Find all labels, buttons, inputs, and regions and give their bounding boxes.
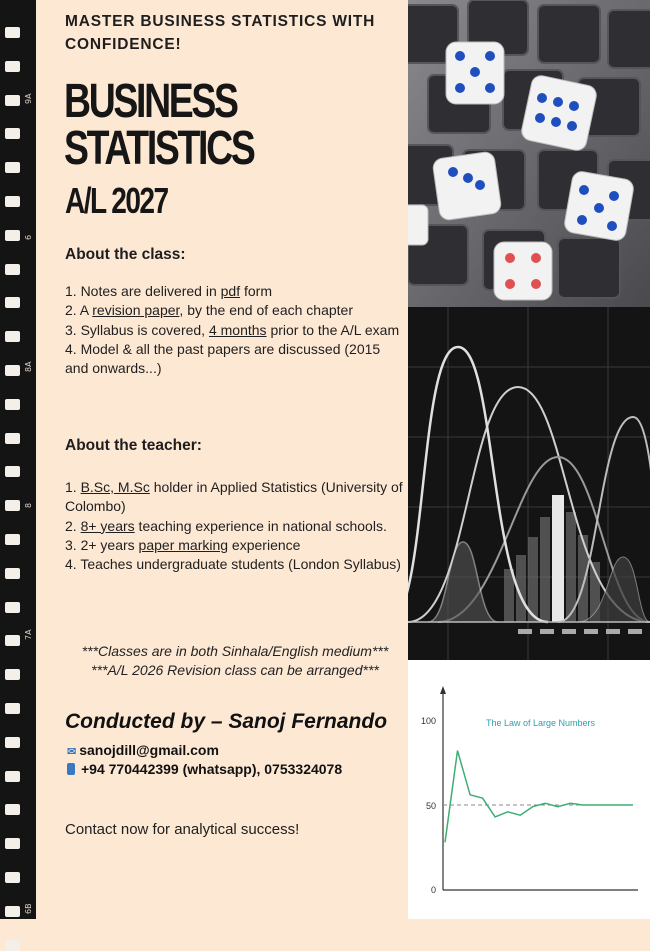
- film-perforation: [5, 61, 20, 72]
- film-frame-mark: 6B: [24, 903, 33, 914]
- list-item: 1. B.Sc, M.Sc holder in Applied Statistics (University of Colombo): [65, 479, 403, 515]
- film-perforation: [5, 297, 20, 308]
- bell-curve-graphic: [408, 307, 650, 660]
- list-item: 3. 2+ years paper marking experience: [65, 536, 301, 553]
- phone-line: [67, 761, 342, 777]
- film-perforation: [5, 466, 20, 477]
- conducted-by: Conducted by – Sanoj Fernando: [65, 710, 388, 733]
- film-perforation: [5, 27, 20, 38]
- title-statistics: STATISTICS: [64, 122, 254, 175]
- film-perforation: [5, 771, 20, 782]
- list-item: 2. 8+ years teaching experience in national schools.: [65, 517, 387, 534]
- class-heading: About the class:: [65, 246, 186, 263]
- class-list: [65, 282, 405, 378]
- film-perforation: [5, 95, 20, 106]
- cta-text: Contact now for analytical success!: [65, 821, 300, 838]
- film-perforation: [5, 264, 20, 275]
- email-line: [67, 742, 219, 758]
- film-perforation: [5, 804, 20, 815]
- film-strip: [0, 0, 36, 919]
- envelope-icon: ✉: [67, 746, 77, 758]
- film-perforation: [5, 162, 20, 173]
- film-perforation: [5, 230, 20, 241]
- film-perforation: [5, 500, 20, 511]
- y-axis-arrow: [440, 686, 446, 694]
- list-item: 1. Notes are delivered in pdf form: [65, 283, 272, 299]
- film-perforation: [5, 737, 20, 748]
- teacher-list: [65, 478, 405, 574]
- film-perforation: [5, 196, 20, 207]
- film-perforation: [5, 128, 20, 139]
- film-perforation: [5, 331, 20, 342]
- y-tick-label: 100: [420, 716, 436, 726]
- title-year: A/L 2027: [65, 180, 168, 221]
- phone-text: +94 770442399 (whatsapp), 0753324078: [81, 761, 343, 777]
- film-perforation: [5, 433, 20, 444]
- film-perforation: [5, 635, 20, 646]
- film-frame-mark: 6: [24, 234, 33, 240]
- film-frame-mark: 9A: [24, 93, 33, 104]
- film-perforation: [5, 365, 20, 376]
- film-perforation: [5, 568, 20, 579]
- flyer: [36, 0, 408, 919]
- film-perforation: [5, 399, 20, 410]
- law-of-large-numbers-chart: [408, 660, 650, 919]
- revision-note: ***A/L 2026 Revision class can be arranged***: [91, 662, 379, 678]
- film-perforation: [5, 838, 20, 849]
- kicker-text: MASTER BUSINESS STATISTICS WITH CONFIDENCE!: [65, 13, 376, 53]
- film-perforation: [5, 669, 20, 680]
- phone-icon: [67, 763, 75, 775]
- film-perforation: [5, 703, 20, 714]
- film-perforation: [5, 602, 20, 613]
- film-perforation: [5, 940, 20, 951]
- y-tick-label: 0: [430, 885, 436, 895]
- list-item: 4. Teaches undergraduate students (London Syllabus): [65, 556, 401, 573]
- teacher-heading: About the teacher:: [65, 437, 202, 454]
- keyboard-dice-photo: [408, 0, 650, 307]
- y-tick-label: 50: [425, 801, 436, 811]
- list-item: 4. Model & all the past papers are discussed (2015 and onwards...): [65, 340, 381, 377]
- film-perforation: [5, 906, 20, 917]
- film-perforation: [5, 872, 20, 883]
- medium-note: ***Classes are in both Sinhala/English medium***: [81, 643, 389, 659]
- list-item: 2. A revision paper, by the end of each chapter: [65, 302, 353, 319]
- film-frame-mark: 8: [24, 502, 33, 508]
- list-item: 3. Syllabus is covered, 4 months prior to the A/L exam: [65, 321, 400, 338]
- chart-title: The Law of Large Numbers: [486, 718, 596, 728]
- running-average-line: [445, 751, 633, 843]
- title-block: [64, 75, 254, 175]
- film-perforation: [5, 534, 20, 545]
- film-frame-mark: 8A: [24, 361, 33, 372]
- title-business: BUSINESS: [64, 75, 237, 128]
- film-frame-mark: 7A: [24, 629, 33, 640]
- email-text: sanojdill@gmail.com: [79, 742, 219, 758]
